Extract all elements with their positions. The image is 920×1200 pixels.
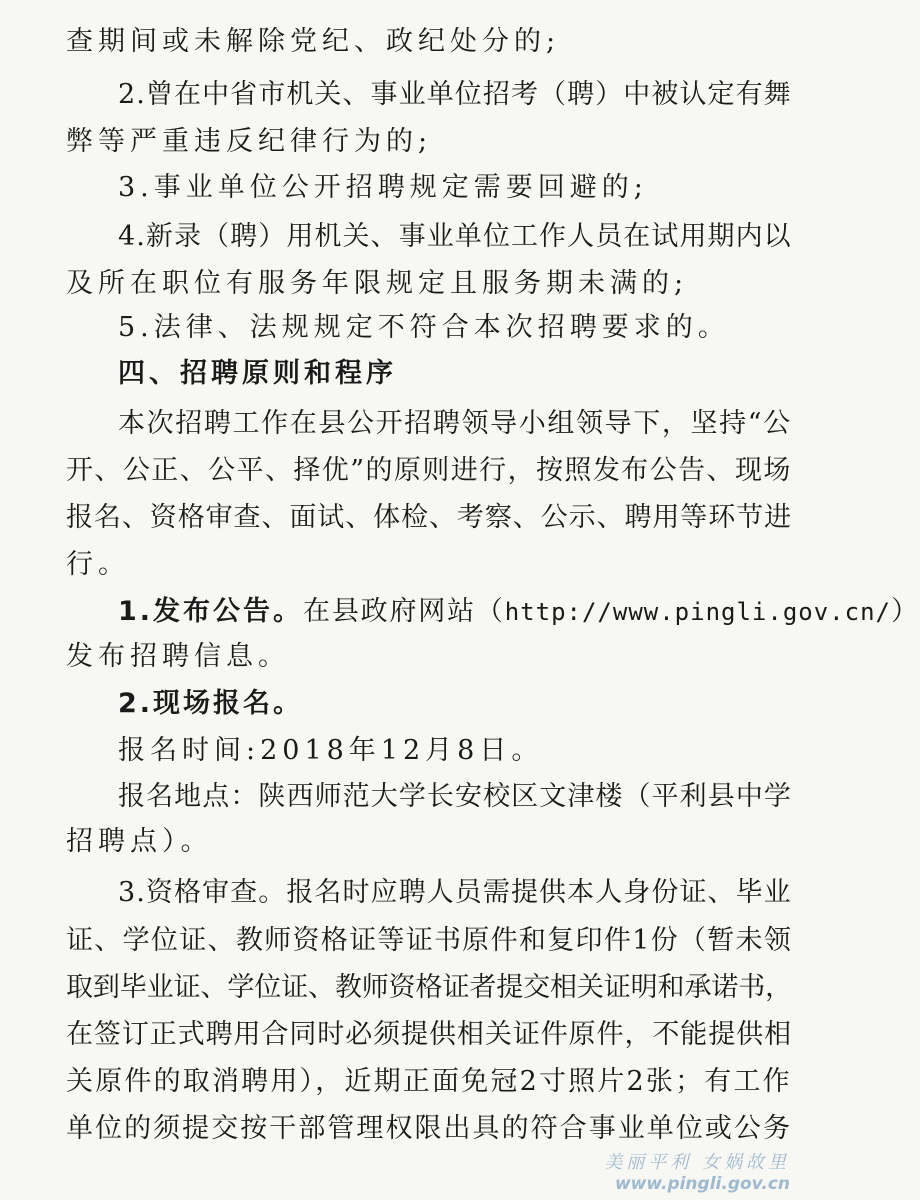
watermark-url: www.pingli.gov.cn: [614, 1174, 790, 1194]
section-heading: 四、招聘原则和程序: [118, 358, 397, 389]
text-line: 证、学位证、教师资格证等证书原件和复印件1份（暂未领: [66, 925, 793, 956]
text-line: 报名、资格审查、面试、体检、考察、公示、聘用等环节进: [66, 502, 792, 533]
text-line: 取到毕业证、学位证、教师资格证者提交相关证明和承诺书，: [66, 972, 792, 1003]
text-line: 在签订正式聘用合同时必须提供相关证件原件，不能提供相: [66, 1019, 792, 1050]
text-line: 4.新录（聘）用机关、事业单位工作人员在试用期内以: [118, 221, 792, 252]
text-line: 单位的须提交按干部管理权限出具的符合事业单位或公务: [66, 1113, 792, 1144]
text-line: 2.曾在中省市机关、事业单位招考（聘）中被认定有舞: [118, 79, 792, 110]
watermark-slogan: 美丽平利 女娲故里: [604, 1152, 790, 1173]
text-line: 弊等严重违反纪律行为的;: [66, 126, 433, 157]
text-line: 招聘点）。: [66, 826, 213, 857]
text-line: 报名时间:2018年12月8日。: [118, 735, 544, 766]
text-line: 开、公正、公平、择优”的原则进行，按照发布公告、现场: [66, 455, 792, 486]
text-line: 5.法律、法规规定不符合本次招聘要求的。: [118, 312, 730, 343]
text-line: 3.资格审查。报名时应聘人员需提供本人身份证、毕业: [118, 877, 792, 908]
text-span: 在县政府网站（: [303, 596, 505, 627]
text-line: 关原件的取消聘用），近期正面免冠2寸照片2张；有工作: [66, 1066, 792, 1097]
site-watermark: [604, 1148, 790, 1194]
text-line: [118, 592, 920, 632]
subheading-registration: 2.现场报名。: [118, 688, 304, 719]
text-span: ）: [890, 596, 920, 627]
text-line: 报名地点：陕西师范大学长安校区文津楼（平利县中学: [118, 781, 792, 812]
text-line: 发布招聘信息。: [66, 641, 290, 672]
text-line: 行。: [66, 549, 130, 580]
website-url: http://www.pingli.gov.cn/: [504, 598, 891, 626]
text-line: 3.事业单位公开招聘规定需要回避的;: [118, 172, 648, 203]
subheading-publish: 1.发布公告。: [118, 596, 304, 627]
text-line: 及所在职位有服务年限规定且服务期未满的;: [66, 268, 689, 299]
text-line: 查期间或未解除党纪、政纪处分的;: [66, 26, 561, 57]
text-line: 本次招聘工作在县公开招聘领导小组领导下，坚持“公: [118, 408, 792, 439]
